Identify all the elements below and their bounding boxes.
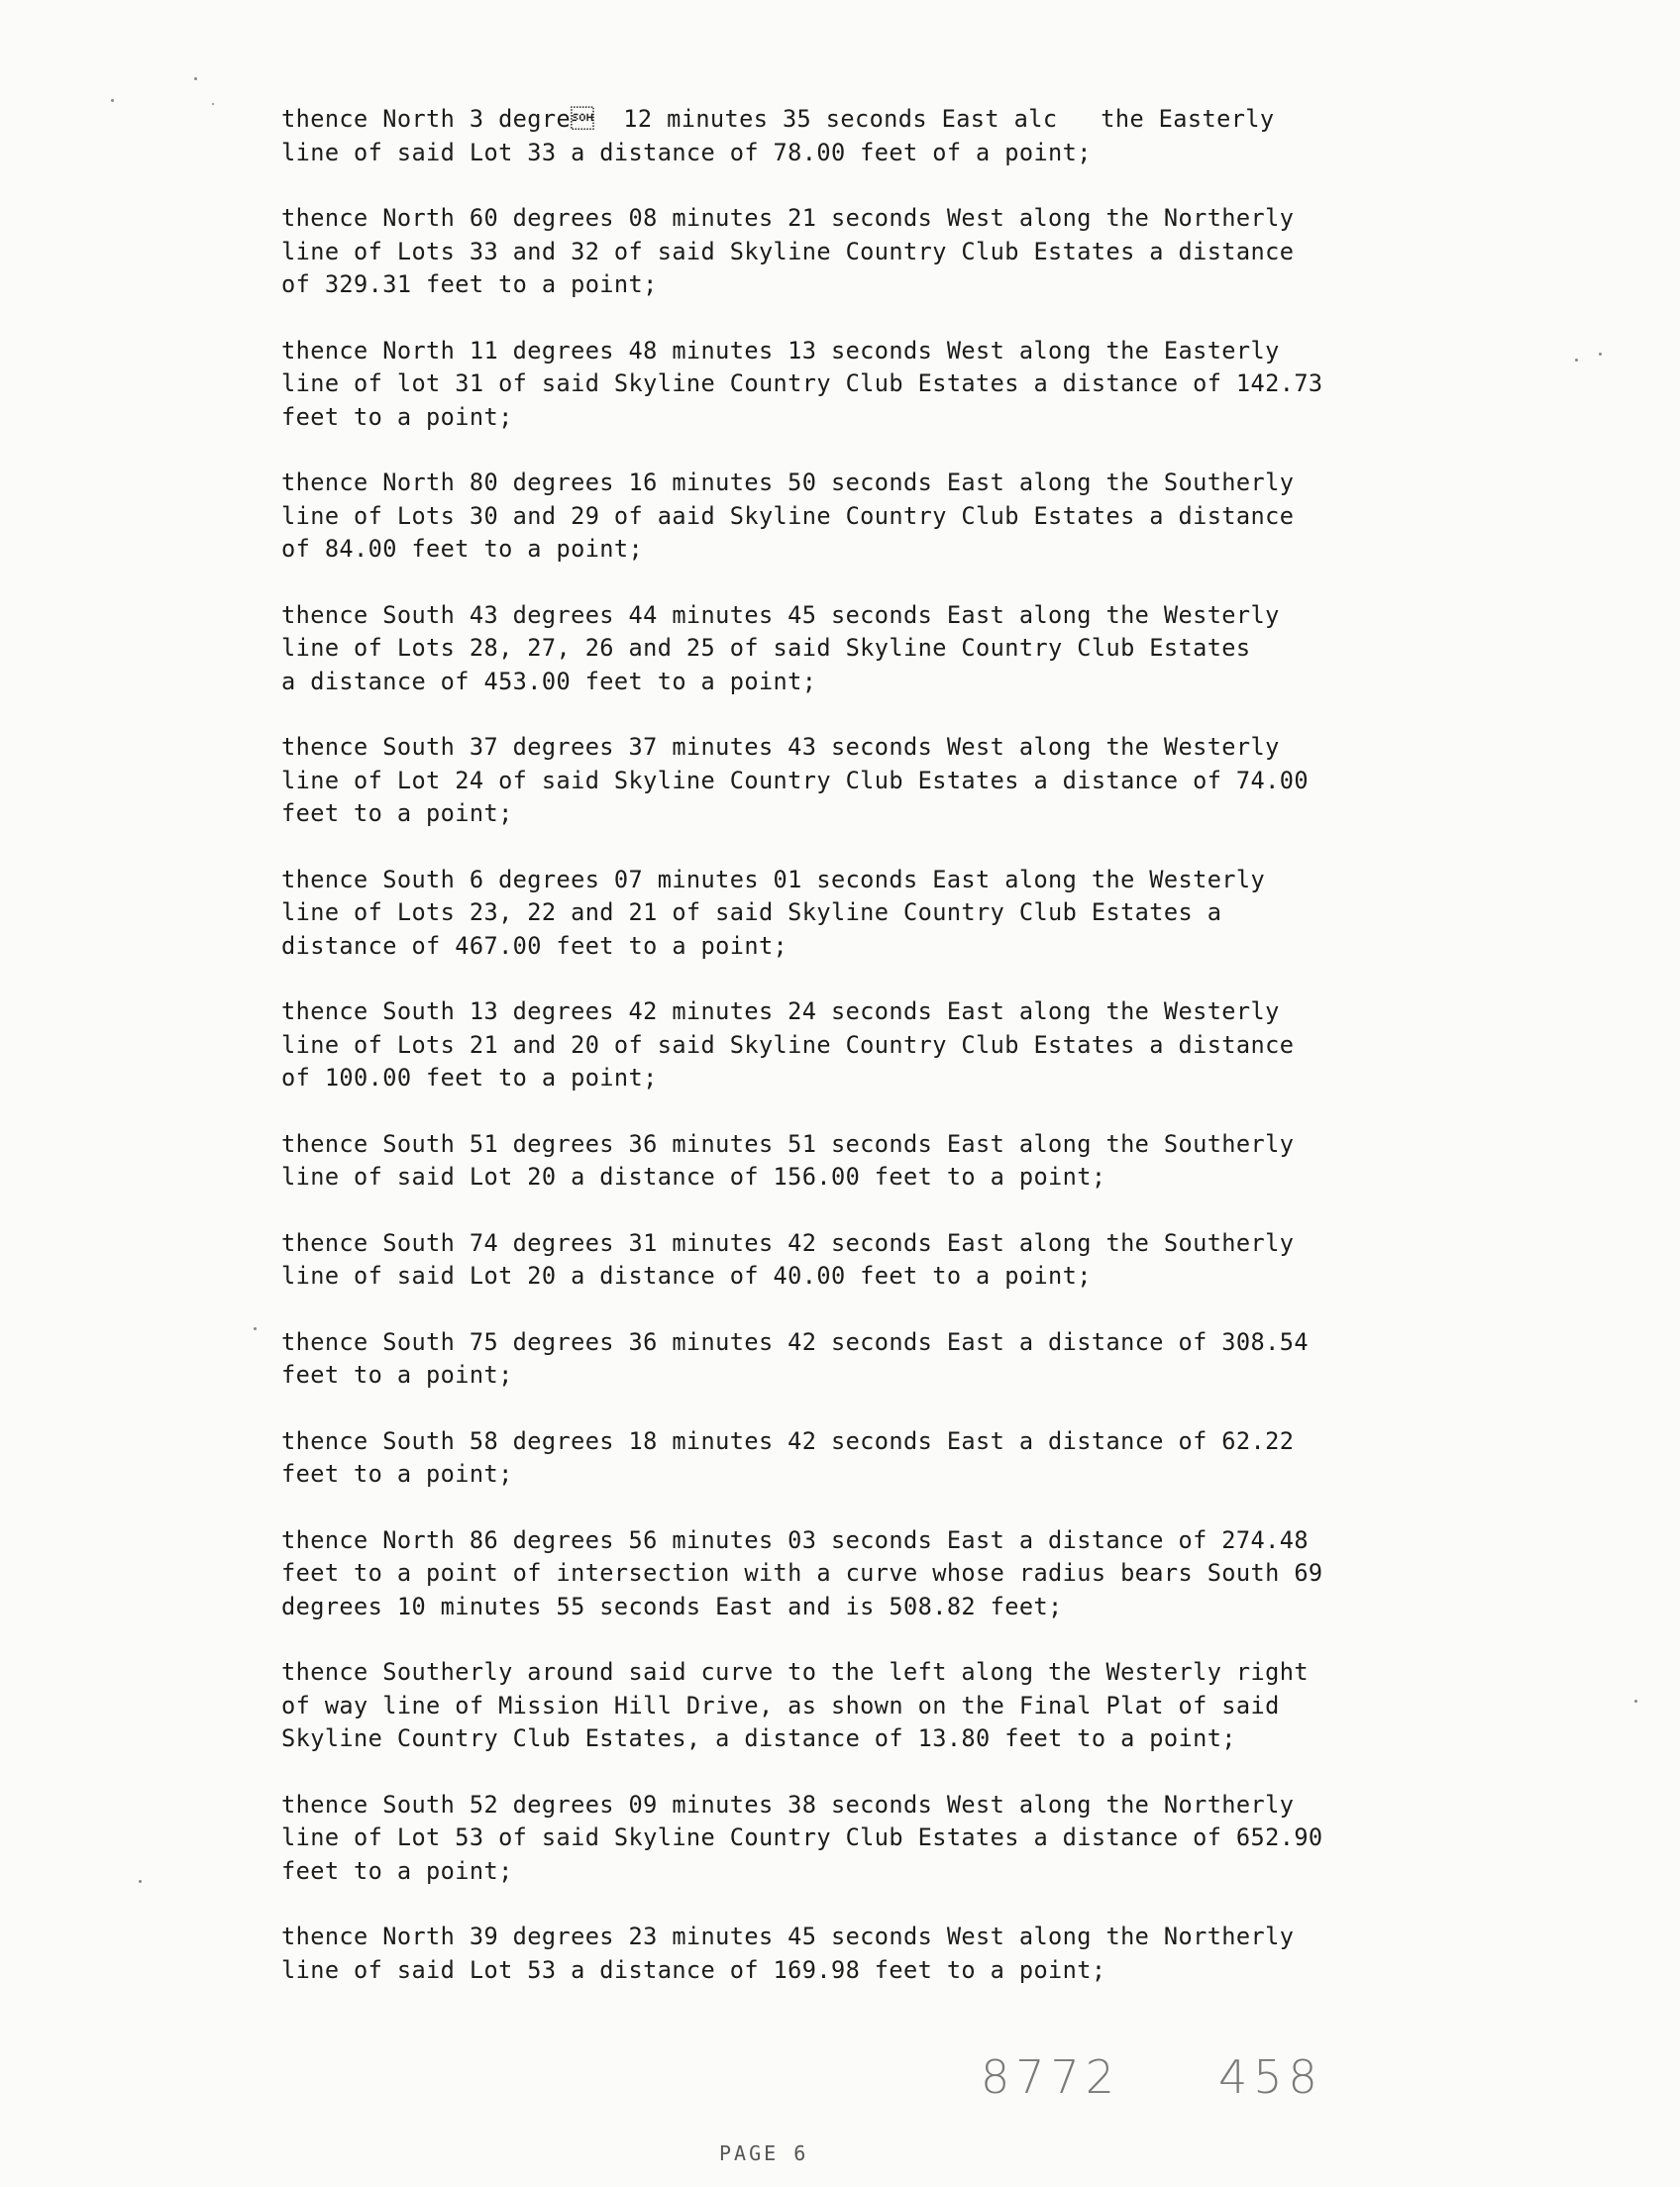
paragraph-line: thence South 13 degrees 42 minutes 24 seconds East along the Westerly [281, 997, 1280, 1025]
paragraph-line: feet to a point of intersection with a curve whose radius bears South 69 [281, 1559, 1323, 1587]
paragraph-line: of 100.00 feet to a point; [281, 1064, 658, 1092]
legal-description-paragraph [281, 202, 1470, 302]
scan-speck [139, 1880, 142, 1883]
scan-speck [111, 99, 114, 102]
legal-description-paragraph [281, 1425, 1470, 1492]
legal-description-paragraph [281, 1326, 1470, 1393]
scan-speck [1575, 359, 1578, 362]
recording-book-number: 8772 [981, 2050, 1121, 2104]
legal-description-paragraph [281, 467, 1470, 567]
legal-description-paragraph [281, 864, 1470, 964]
scan-speck [254, 1327, 257, 1330]
recording-page-number: 458 [1218, 2050, 1323, 2104]
paragraph-line: feet to a point; [281, 1460, 513, 1488]
legal-description-paragraph [281, 103, 1470, 169]
legal-description-paragraph [281, 1921, 1470, 1987]
paragraph-line: distance of 467.00 feet to a point; [281, 931, 788, 960]
paragraph-line: thence North 80 degrees 16 minutes 50 seconds East along the Southerly [281, 469, 1295, 496]
paragraph-line: of way line of Mission Hill Drive, as shown on the Final Plat of said [281, 1691, 1280, 1719]
paragraph-line: line of Lot 53 of said Skyline Country Club Estates a distance of 652.90 [281, 1823, 1323, 1851]
legal-description-paragraph [281, 335, 1470, 435]
paragraph-line: feet to a point; [281, 402, 513, 431]
paragraph-line: thence Southerly around said curve to the left along the Westerly right [281, 1658, 1309, 1686]
legal-description-paragraph [281, 731, 1470, 831]
legal-description-paragraph [281, 1524, 1470, 1624]
paragraph-line: line of Lot 24 of said Skyline Country Club Estates a distance of 74.00 [281, 766, 1309, 794]
paragraph-line: thence South 52 degrees 09 minutes 38 seconds West along the Northerly [281, 1790, 1295, 1819]
paragraph-line: line of Lots 21 and 20 of said Skyline Country Club Estates a distance [281, 1030, 1295, 1059]
paragraph-line: line of Lots 23, 22 and 21 of said Skyline Country Club Estates a [281, 898, 1222, 926]
paragraph-line: thence North 39 degrees 23 minutes 45 seconds West along the Northerly [281, 1923, 1295, 1950]
paragraph-line: thence South 74 degrees 31 minutes 42 seconds East along the Southerly [281, 1228, 1295, 1257]
paragraph-line: line of said Lot 20 a distance of 156.00 feet to a point; [281, 1163, 1106, 1191]
legal-description-paragraph [281, 1128, 1470, 1195]
paragraph-line: feet to a point; [281, 1361, 513, 1389]
paragraph-line: line of Lots 28, 27, 26 and 25 of said Skyline Country Club Estates [281, 634, 1251, 662]
paragraph-line: thence South 37 degrees 37 minutes 43 seconds West along the Westerly [281, 733, 1280, 761]
paragraph-line: thence North 3 degre 12 minutes 35 seconds East alc the Easterly [281, 105, 1275, 133]
paragraph-line: line of Lots 33 and 32 of said Skyline Country Club Estates a distance [281, 237, 1295, 265]
paragraph-line: line of Lots 30 and 29 of aaid Skyline Country Club Estates a distance [281, 501, 1295, 530]
legal-description-paragraph [281, 1656, 1470, 1756]
scan-speck [212, 103, 214, 105]
paragraph-line: thence South 58 degrees 18 minutes 42 seconds East a distance of 62.22 [281, 1426, 1295, 1455]
paragraph-line: thence South 43 degrees 44 minutes 45 seconds East along the Westerly [281, 600, 1280, 629]
paragraph-line: of 329.31 feet to a point; [281, 270, 658, 298]
paragraph-line: thence South 51 degrees 36 minutes 51 seconds East along the Southerly [281, 1129, 1295, 1158]
paragraph-line: thence North 86 degrees 56 minutes 03 seconds East a distance of 274.48 [281, 1525, 1309, 1554]
legal-description-paragraph [281, 1789, 1470, 1889]
scan-speck [1599, 353, 1602, 356]
paragraph-line: feet to a point; [281, 799, 513, 827]
legal-description-paragraph [281, 599, 1470, 699]
paragraph-line: line of said Lot 20 a distance of 40.00 feet to a point; [281, 1262, 1092, 1290]
paragraph-line: line of lot 31 of said Skyline Country Club Estates a distance of 142.73 [281, 369, 1323, 397]
document-body [281, 103, 1470, 2020]
paragraph-line: thence South 6 degrees 07 minutes 01 seconds East along the Westerly [281, 865, 1266, 893]
legal-description-paragraph [281, 1227, 1470, 1294]
paragraph-line: thence North 60 degrees 08 minutes 21 seconds West along the Northerly [281, 204, 1295, 232]
paragraph-line: a distance of 453.00 feet to a point; [281, 667, 817, 695]
legal-description-paragraph [281, 995, 1470, 1095]
paragraph-line: of 84.00 feet to a point; [281, 535, 644, 563]
paragraph-line: feet to a point; [281, 1856, 513, 1885]
scan-speck [194, 77, 197, 80]
paragraph-line: Skyline Country Club Estates, a distance of 13.80 feet to a point; [281, 1724, 1236, 1752]
paragraph-line: thence North 11 degrees 48 minutes 13 seconds West along the Easterly [281, 336, 1280, 364]
paragraph-line: line of said Lot 53 a distance of 169.98 feet to a point; [281, 1955, 1106, 1984]
paragraph-line: degrees 10 minutes 55 seconds East and is 508.82 feet; [281, 1592, 1063, 1620]
scan-speck [1634, 1700, 1637, 1703]
paragraph-line: thence South 75 degrees 36 minutes 42 seconds East a distance of 308.54 [281, 1327, 1309, 1356]
paragraph-line: line of said Lot 33 a distance of 78.00 feet of a point; [281, 138, 1092, 166]
page-label: PAGE 6 [719, 2141, 809, 2165]
